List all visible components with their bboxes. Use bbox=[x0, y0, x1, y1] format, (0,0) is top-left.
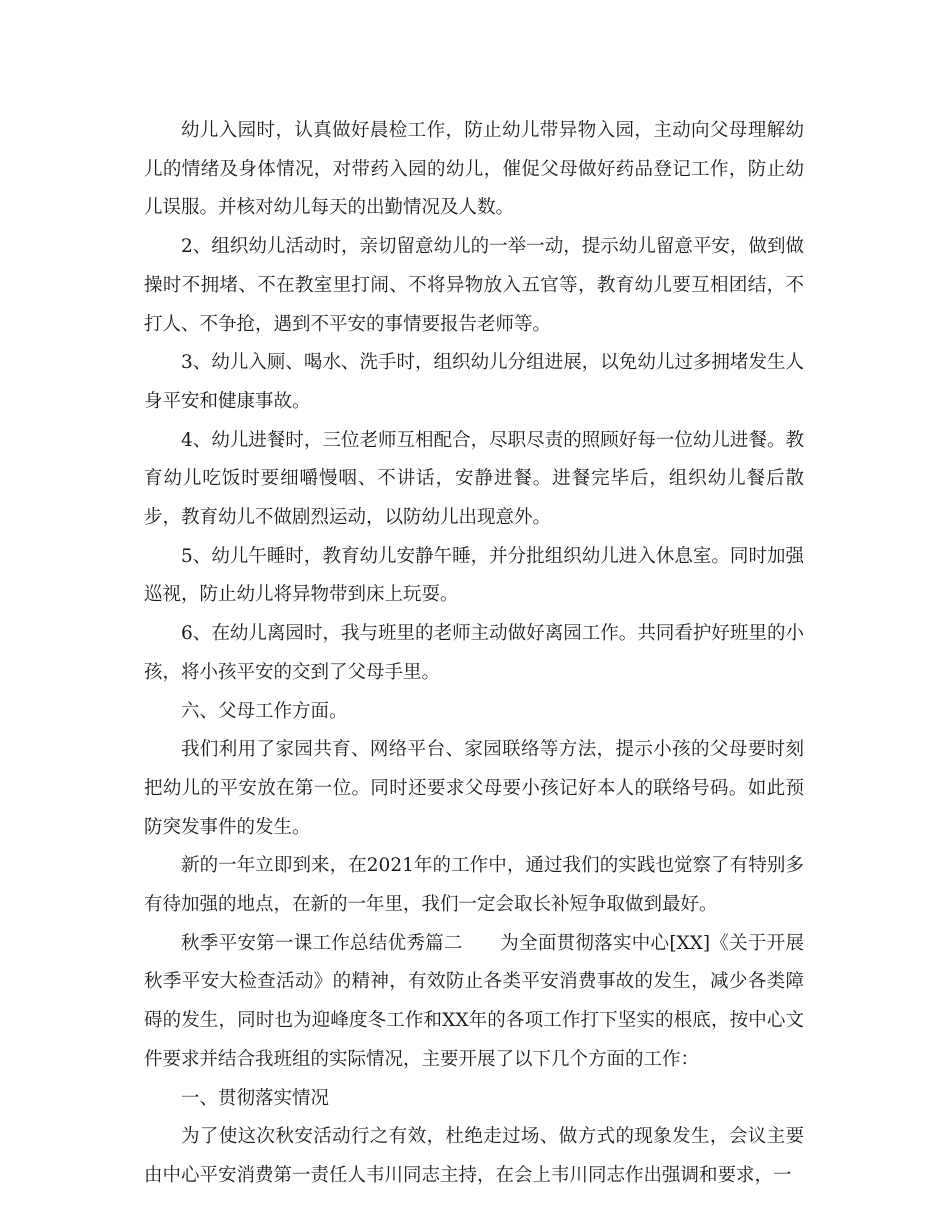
paragraph-meal-time: 4、幼儿进餐时，三位老师互相配合，尽职尽责的照顾好每一位幼儿进餐。教育幼儿吃饭时要细嚼慢咽、不讲话，安静进餐。进餐完毕后，组织幼儿餐后散步，教育幼儿不做剧烈运动，以防幼儿出现意外。 bbox=[144, 429, 804, 529]
paragraph-toilet-water: 3、幼儿入厕、喝水、洗手时，组织幼儿分组进展，以免幼儿过多拥堵发生人身平安和健康事故。 bbox=[144, 352, 804, 412]
paragraph-departure: 6、在幼儿离园时，我与班里的老师主动做好离园工作。共同看护好班里的小孩，将小孩平安的交到了父母手里。 bbox=[144, 623, 804, 683]
paragraph-meeting: 为了使这次秋安活动行之有效，杜绝走过场、做方式的现象发生，会议主要由中心平安消费第一责任人韦川同志主持，在会上韦川同志作出强调和要求，一 bbox=[144, 1126, 804, 1186]
paragraph-article-two-intro: 秋季平安第一课工作总结优秀篇二 为全面贯彻落实中心[XX]《关于开展秋季平安大检查活动》的精神，有效防止各类平安消费事故的发生，减少各类障碍的发生，同时也为迎峰度冬工作和XX年的各项工作打下坚实的根底，按中心文件要求并结合我班组的实际情况，主要开展了以下几个方面的工作： bbox=[144, 932, 804, 1070]
paragraph-morning-check: 幼儿入园时，认真做好晨检工作，防止幼儿带异物入园，主动向父母理解幼儿的情绪及身体情况，对带药入园的幼儿，催促父母做好药品登记工作，防止幼儿误服。并核对幼儿每天的出勤情况及人数。 bbox=[144, 120, 804, 219]
paragraph-parent-contact: 我们利用了家园共育、网络平台、家园联络等方法，提示小孩的父母要时刻把幼儿的平安放在第一位。同时还要求父母要小孩记好本人的联络号码。如此预防突发事件的发生。 bbox=[144, 739, 804, 838]
document-body bbox=[144, 112, 804, 1196]
paragraph-new-year: 新的一年立即到来，在2021年的工作中，通过我们的实践也觉察了有特别多有待加强的地点，在新的一年里，我们一定会取长补短争取做到最好。 bbox=[144, 855, 804, 916]
paragraph-activity-safety: 2、组织幼儿活动时，亲切留意幼儿的一举一动，提示幼儿留意平安，做到做操时不拥堵、不在教室里打闹、不将异物放入五官等，教育幼儿要互相团结，不打人、不争抢，遇到不平安的事情要报告老师等。 bbox=[144, 236, 804, 335]
paragraph-nap-time: 5、幼儿午睡时，教育幼儿安静午睡，并分批组织幼儿进入休息室。同时加强巡视，防止幼儿将异物带到床上玩耍。 bbox=[144, 545, 804, 606]
section-heading-parents: 六、父母工作方面。 bbox=[181, 700, 348, 722]
section-heading-implementation: 一、贯彻落实情况 bbox=[181, 1087, 330, 1109]
